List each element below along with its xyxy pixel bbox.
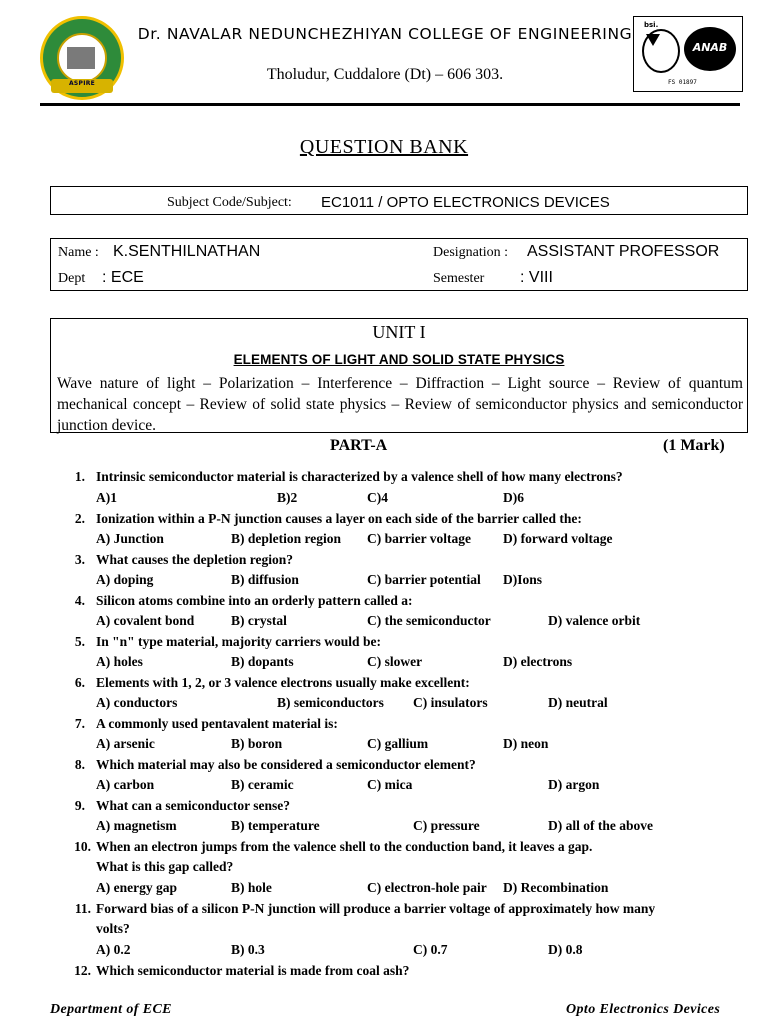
certification-logos — [633, 16, 743, 92]
subject-value: EC1011 / OPTO ELECTRONICS DEVICES — [321, 194, 610, 211]
option-b: B)2 — [277, 490, 298, 505]
page-title: QUESTION BANK — [299, 136, 469, 158]
option-d: D) neutral — [548, 695, 608, 710]
certificate-number: FS 01897 — [668, 79, 697, 86]
option-d: D) 0.8 — [548, 942, 583, 957]
option-d: D) valence orbit — [548, 613, 641, 628]
anab-text: ANAB — [692, 41, 728, 54]
option-a: A) 0.2 — [96, 942, 131, 957]
option-a: A) conductors — [96, 695, 178, 710]
question-text: Forward bias of a silicon P-N junction will produce a barrier voltage of approximately how many — [96, 901, 656, 916]
question-number: 11. — [74, 901, 91, 916]
semester-value: : VIII — [520, 269, 553, 286]
option-c: C) gallium — [367, 736, 429, 751]
question-number: 5. — [74, 634, 85, 649]
college-name: Dr. NAVALAR NEDUNCHEZHIYAN COLLEGE OF ENGINEERING — [137, 25, 633, 43]
option-d: D) all of the above — [548, 818, 653, 833]
footer-subject: Opto Electronics Devices — [566, 1002, 721, 1017]
option-c: C) barrier voltage — [367, 531, 471, 546]
name-label: Name : — [58, 245, 99, 260]
part-label: PART-A — [330, 437, 388, 454]
logo-building — [67, 47, 95, 69]
unit-subtitle: ELEMENTS OF LIGHT AND SOLID STATE PHYSICS — [233, 352, 565, 367]
footer-department: Department of ECE — [50, 1002, 172, 1017]
option-a: A)1 — [96, 490, 117, 505]
option-d: D)6 — [503, 490, 524, 505]
question-text: Elements with 1, 2, or 3 valence electrons usually make excellent: — [96, 675, 470, 690]
question-text: Which semiconductor material is made from coal ash? — [96, 963, 410, 978]
option-b: B) boron — [231, 736, 283, 751]
option-a: A) covalent bond — [96, 613, 195, 628]
question-number: 12. — [74, 963, 91, 978]
option-a: A) carbon — [96, 777, 155, 792]
logo-ribbon-text: ASPIRE — [68, 80, 96, 87]
option-c: C) slower — [367, 654, 423, 669]
question-number: 7. — [74, 716, 85, 731]
option-c: C) barrier potential — [367, 572, 481, 587]
option-c: C)4 — [367, 490, 388, 505]
college-address: Tholudur, Cuddalore (Dt) – 606 303. — [266, 66, 504, 83]
option-c: C) electron-hole pair — [367, 880, 487, 895]
question-number: 1. — [74, 469, 85, 484]
option-d: D)Ions — [503, 572, 543, 587]
designation-label: Designation : — [433, 245, 509, 260]
question-text-continued: What is this gap called? — [96, 859, 234, 874]
option-a: A) holes — [96, 654, 143, 669]
option-b: B) 0.3 — [231, 942, 265, 957]
option-c: C) mica — [367, 777, 413, 792]
bsi-text: bsi. — [644, 21, 659, 29]
question-text: What causes the depletion region? — [96, 552, 294, 567]
option-a: A) doping — [96, 572, 154, 587]
question-number: 4. — [74, 593, 85, 608]
option-c: C) insulators — [413, 695, 488, 710]
unit-description: Wave nature of light – Polarization – Interference – Diffraction – Light source – Review of quantum mechanical concept – Review of solid state physics – Review of semiconductor physics and semiconductor junction device. — [57, 375, 743, 434]
question-number: 10. — [74, 839, 91, 854]
question-text: In "n" type material, majority carriers would be: — [96, 634, 381, 649]
option-a: A) arsenic — [96, 736, 155, 751]
option-c: C) 0.7 — [413, 942, 448, 957]
option-b: B) semiconductors — [277, 695, 384, 710]
question-text: When an electron jumps from the valence shell to the conduction band, it leaves a gap. — [96, 839, 593, 854]
option-b: B) crystal — [231, 613, 287, 628]
option-d: D) argon — [548, 777, 600, 792]
question-number: 8. — [74, 757, 85, 772]
question-text: What can a semiconductor sense? — [96, 798, 290, 813]
semester-label: Semester — [433, 271, 485, 286]
option-d: D) forward voltage — [503, 531, 613, 546]
option-d: D) Recombination — [503, 880, 609, 895]
option-b: B) diffusion — [231, 572, 299, 587]
question-number: 3. — [74, 552, 85, 567]
option-a: A) energy gap — [96, 880, 177, 895]
question-number: 9. — [74, 798, 85, 813]
question-text: Intrinsic semiconductor material is characterized by a valence shell of how many electrons? — [96, 469, 623, 484]
option-b: B) dopants — [231, 654, 294, 669]
question-text: Which material may also be considered a semiconductor element? — [96, 757, 476, 772]
option-d: D) neon — [503, 736, 549, 751]
option-a: A) magnetism — [96, 818, 177, 833]
option-b: B) hole — [231, 880, 272, 895]
dept-value: : ECE — [102, 269, 144, 286]
question-text: Ionization within a P-N junction causes a layer on each side of the barrier called the: — [96, 511, 582, 526]
option-b: B) temperature — [231, 818, 320, 833]
option-b: B) depletion region — [231, 531, 342, 546]
option-b: B) ceramic — [231, 777, 294, 792]
option-c: C) pressure — [413, 818, 480, 833]
name-value: K.SENTHILNATHAN — [113, 243, 261, 260]
dept-label: Dept — [58, 271, 86, 286]
option-d: D) electrons — [503, 654, 573, 669]
question-number: 6. — [74, 675, 85, 690]
unit-title: UNIT I — [372, 322, 426, 342]
header-divider — [40, 103, 740, 106]
kitemark-icon — [646, 34, 660, 46]
designation-value: ASSISTANT PROFESSOR — [527, 243, 720, 260]
subject-label: Subject Code/Subject: — [167, 195, 292, 210]
college-logo — [40, 16, 124, 100]
question-text: Silicon atoms combine into an orderly pattern called a: — [96, 593, 413, 608]
option-a: A) Junction — [96, 531, 164, 546]
question-number: 2. — [74, 511, 85, 526]
option-c: C) the semiconductor — [367, 613, 491, 628]
question-text: A commonly used pentavalent material is: — [96, 716, 338, 731]
question-text-continued: volts? — [96, 921, 130, 936]
part-marks: (1 Mark) — [663, 437, 725, 454]
